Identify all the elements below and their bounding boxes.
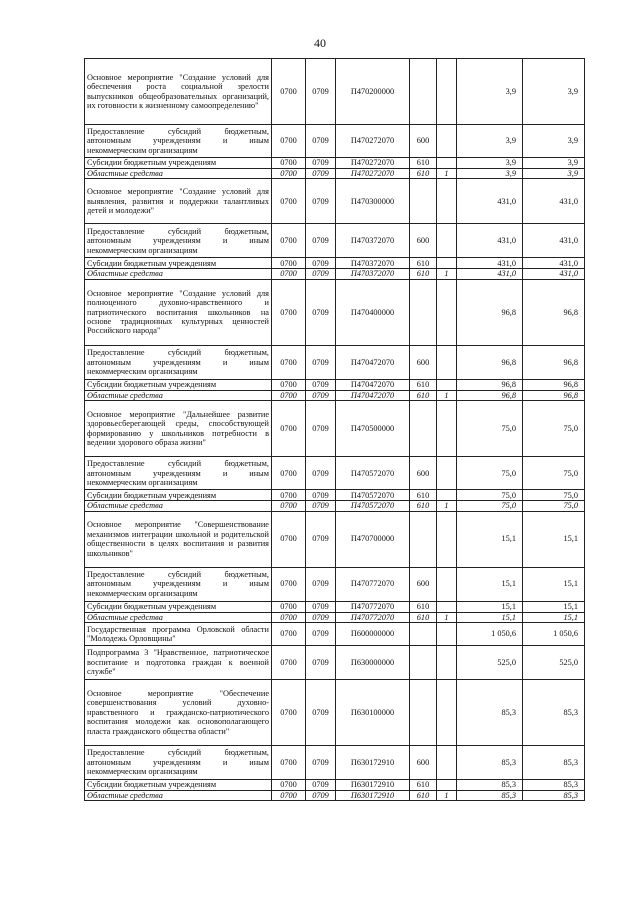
amount-total-cell: 15,1 [523,601,585,612]
section-code-cell: 0700 [272,345,306,379]
subsection-code-cell: 0709 [306,158,336,169]
expense-type-cell: 610 [410,390,437,400]
expense-type-cell: 610 [410,379,437,390]
row-name-cell: Предоставление субсидий бюджетным, автономным учреждениям и иным некоммерческим организациям [85,125,272,158]
subsection-code-cell: 0709 [306,390,336,400]
funding-source-cell [437,345,457,379]
amount-cell: 85,3 [457,791,523,801]
subsection-code-cell: 0709 [306,490,336,501]
amount-cell: 75,0 [457,457,523,490]
section-code-cell: 0700 [272,390,306,400]
amount-cell: 431,0 [457,224,523,258]
row-name-cell: Областные средства [85,169,272,179]
row-name-cell: Предоставление субсидий бюджетным, автономным учреждениям и иным некоммерческим организациям [85,746,272,780]
subsection-code-cell: 0709 [306,601,336,612]
funding-source-cell [437,224,457,258]
subsection-code-cell: 0709 [306,623,336,646]
section-code-cell: 0700 [272,158,306,169]
subsection-code-cell: 0709 [306,125,336,158]
row-name-cell: Основное мероприятие "Создание условий для выявления, развития и поддержки талантливых детей и молодежи" [85,179,272,224]
table-row [85,490,585,501]
expense-type-cell: 610 [410,258,437,269]
table-row [85,680,585,746]
table-body [85,59,585,801]
table-row [85,379,585,390]
subsection-code-cell: 0709 [306,791,336,801]
section-code-cell: 0700 [272,511,306,567]
amount-cell: 85,3 [457,746,523,780]
funding-source-cell [437,746,457,780]
subsection-code-cell: 0709 [306,279,336,345]
row-name-cell: Предоставление субсидий бюджетным, автономным учреждениям и иным некоммерческим организациям [85,567,272,601]
amount-cell: 3,9 [457,158,523,169]
funding-source-cell [437,646,457,680]
amount-total-cell: 1 050,6 [523,623,585,646]
amount-total-cell: 3,9 [523,158,585,169]
target-article-cell: П600000000 [336,623,410,646]
amount-total-cell: 96,8 [523,390,585,400]
row-name-cell: Основное мероприятие "Совершенствование механизмов интеграции школьной и родительской общественности в целях воспитания и развития школьников" [85,511,272,567]
target-article-cell: П470772070 [336,601,410,612]
amount-cell: 15,1 [457,511,523,567]
target-article-cell: П470272070 [336,158,410,169]
amount-total-cell: 431,0 [523,269,585,279]
section-code-cell: 0700 [272,501,306,511]
funding-source-cell: 1 [437,791,457,801]
amount-total-cell: 15,1 [523,511,585,567]
target-article-cell: П630000000 [336,646,410,680]
row-name-cell: Предоставление субсидий бюджетным, автономным учреждениям и иным некоммерческим организациям [85,224,272,258]
section-code-cell: 0700 [272,401,306,457]
row-name-cell: Основное мероприятие "Создание условий для полноценного духовно-нравственного и патриотического воспитания школьников на основе традиционных культурных ценностей Российского народа" [85,279,272,345]
section-code-cell: 0700 [272,179,306,224]
target-article-cell: П470772070 [336,612,410,622]
section-code-cell: 0700 [272,567,306,601]
amount-cell: 96,8 [457,279,523,345]
amount-cell: 75,0 [457,490,523,501]
amount-cell: 85,3 [457,680,523,746]
funding-source-cell [437,511,457,567]
target-article-cell: П470372070 [336,269,410,279]
row-name-cell: Предоставление субсидий бюджетным, автономным учреждениям и иным некоммерческим организациям [85,345,272,379]
row-name-cell: Областные средства [85,791,272,801]
section-code-cell: 0700 [272,780,306,791]
row-name-cell: Субсидии бюджетным учреждениям [85,490,272,501]
expense-type-cell: 600 [410,345,437,379]
amount-total-cell: 75,0 [523,457,585,490]
expense-type-cell: 600 [410,746,437,780]
expense-type-cell: 610 [410,791,437,801]
funding-source-cell [437,623,457,646]
subsection-code-cell: 0709 [306,401,336,457]
target-article-cell: П470572070 [336,501,410,511]
amount-total-cell: 3,9 [523,169,585,179]
expense-type-cell: 610 [410,612,437,622]
table-row [85,501,585,511]
funding-source-cell: 1 [437,169,457,179]
amount-cell: 96,8 [457,379,523,390]
funding-source-cell: 1 [437,612,457,622]
table-row [85,258,585,269]
amount-total-cell: 431,0 [523,258,585,269]
section-code-cell: 0700 [272,59,306,125]
section-code-cell: 0700 [272,279,306,345]
table-row [85,125,585,158]
subsection-code-cell: 0709 [306,345,336,379]
funding-source-cell [437,567,457,601]
subsection-code-cell: 0709 [306,224,336,258]
expense-type-cell [410,511,437,567]
subsection-code-cell: 0709 [306,612,336,622]
section-code-cell: 0700 [272,680,306,746]
table-row [85,224,585,258]
table-row [85,158,585,169]
subsection-code-cell: 0709 [306,169,336,179]
section-code-cell: 0700 [272,623,306,646]
table-row [85,457,585,490]
amount-total-cell: 431,0 [523,179,585,224]
amount-total-cell: 96,8 [523,345,585,379]
subsection-code-cell: 0709 [306,379,336,390]
table-row [85,390,585,400]
expense-type-cell: 610 [410,780,437,791]
budget-table [84,58,585,801]
funding-source-cell [437,179,457,224]
funding-source-cell [437,601,457,612]
row-name-cell: Субсидии бюджетным учреждениям [85,379,272,390]
target-article-cell: П470272070 [336,125,410,158]
section-code-cell: 0700 [272,601,306,612]
amount-cell: 96,8 [457,345,523,379]
expense-type-cell: 600 [410,567,437,601]
expense-type-cell: 600 [410,224,437,258]
target-article-cell: П470372070 [336,224,410,258]
target-article-cell: П470472070 [336,379,410,390]
subsection-code-cell: 0709 [306,258,336,269]
amount-total-cell: 525,0 [523,646,585,680]
amount-cell: 1 050,6 [457,623,523,646]
amount-cell: 15,1 [457,601,523,612]
funding-source-cell [437,680,457,746]
amount-cell: 75,0 [457,501,523,511]
table-row [85,169,585,179]
amount-total-cell: 3,9 [523,59,585,125]
amount-total-cell: 75,0 [523,501,585,511]
amount-total-cell: 3,9 [523,125,585,158]
subsection-code-cell: 0709 [306,59,336,125]
row-name-cell: Предоставление субсидий бюджетным, автономным учреждениям и иным некоммерческим организациям [85,457,272,490]
table-row [85,567,585,601]
table-row [85,780,585,791]
amount-total-cell: 85,3 [523,680,585,746]
table-row [85,791,585,801]
expense-type-cell [410,646,437,680]
expense-type-cell: 610 [410,158,437,169]
amount-total-cell: 85,3 [523,780,585,791]
subsection-code-cell: 0709 [306,511,336,567]
section-code-cell: 0700 [272,224,306,258]
amount-total-cell: 75,0 [523,401,585,457]
table-row [85,601,585,612]
table-row [85,746,585,780]
table-row [85,612,585,622]
expense-type-cell: 610 [410,169,437,179]
target-article-cell: П630172910 [336,746,410,780]
expense-type-cell: 610 [410,601,437,612]
funding-source-cell [437,59,457,125]
amount-total-cell: 15,1 [523,567,585,601]
section-code-cell: 0700 [272,269,306,279]
target-article-cell: П470272070 [336,169,410,179]
table-row [85,59,585,125]
amount-cell: 3,9 [457,125,523,158]
funding-source-cell [437,490,457,501]
subsection-code-cell: 0709 [306,457,336,490]
row-name-cell: Областные средства [85,612,272,622]
amount-cell: 15,1 [457,567,523,601]
expense-type-cell: 600 [410,457,437,490]
expense-type-cell [410,279,437,345]
funding-source-cell [437,401,457,457]
amount-total-cell: 96,8 [523,379,585,390]
row-name-cell: Областные средства [85,390,272,400]
amount-cell: 15,1 [457,612,523,622]
expense-type-cell: 610 [410,490,437,501]
funding-source-cell [437,457,457,490]
row-name-cell: Подпрограмма 3 "Нравственное, патриотическое воспитание и подготовка граждан к военной службе" [85,646,272,680]
funding-source-cell: 1 [437,501,457,511]
table-row [85,179,585,224]
amount-cell: 85,3 [457,780,523,791]
target-article-cell: П470700000 [336,511,410,567]
section-code-cell: 0700 [272,169,306,179]
row-name-cell: Субсидии бюджетным учреждениям [85,780,272,791]
amount-cell: 3,9 [457,59,523,125]
amount-cell: 431,0 [457,179,523,224]
amount-total-cell: 15,1 [523,612,585,622]
target-article-cell: П470300000 [336,179,410,224]
expense-type-cell [410,179,437,224]
row-name-cell: Основное мероприятие "Обеспечение совершенствования условий духовно-нравственного и гражданско-патриотического воспитания молодежи как основополагающего пласта гражданского общества области" [85,680,272,746]
table-row [85,279,585,345]
subsection-code-cell: 0709 [306,567,336,601]
table-row [85,646,585,680]
target-article-cell: П470400000 [336,279,410,345]
funding-source-cell [437,780,457,791]
amount-cell: 96,8 [457,390,523,400]
section-code-cell: 0700 [272,791,306,801]
page-number: 40 [314,36,326,50]
table-row [85,511,585,567]
expense-type-cell: 610 [410,269,437,279]
subsection-code-cell: 0709 [306,179,336,224]
table-row [85,269,585,279]
target-article-cell: П470472070 [336,390,410,400]
funding-source-cell [437,279,457,345]
table-row [85,623,585,646]
amount-total-cell: 75,0 [523,490,585,501]
section-code-cell: 0700 [272,125,306,158]
subsection-code-cell: 0709 [306,269,336,279]
section-code-cell: 0700 [272,457,306,490]
expense-type-cell [410,623,437,646]
funding-source-cell [437,258,457,269]
expense-type-cell: 610 [410,501,437,511]
target-article-cell: П470200000 [336,59,410,125]
funding-source-cell [437,379,457,390]
row-name-cell: Государственная программа Орловской области "Молодежь Орловщины" [85,623,272,646]
expense-type-cell [410,401,437,457]
expense-type-cell [410,680,437,746]
amount-total-cell: 96,8 [523,279,585,345]
funding-source-cell: 1 [437,390,457,400]
table-row [85,345,585,379]
row-name-cell: Областные средства [85,501,272,511]
section-code-cell: 0700 [272,612,306,622]
target-article-cell: П470572070 [336,490,410,501]
subsection-code-cell: 0709 [306,780,336,791]
subsection-code-cell: 0709 [306,680,336,746]
row-name-cell: Субсидии бюджетным учреждениям [85,601,272,612]
row-name-cell: Основное мероприятие "Дальнейшее развитие здоровьесберегающей среды, способствующей формированию у школьников потребности в ведении здорового образа жизни" [85,401,272,457]
amount-cell: 75,0 [457,401,523,457]
funding-source-cell [437,158,457,169]
target-article-cell: П470772070 [336,567,410,601]
expense-type-cell: 600 [410,125,437,158]
row-name-cell: Субсидии бюджетным учреждениям [85,258,272,269]
row-name-cell: Областные средства [85,269,272,279]
subsection-code-cell: 0709 [306,501,336,511]
table-row [85,401,585,457]
row-name-cell: Основное мероприятие "Создание условий для обеспечения роста социальной зрелости выпускников общеобразовательных организаций, их готовности к жизненному самоопределению" [85,59,272,125]
amount-cell: 431,0 [457,258,523,269]
funding-source-cell: 1 [437,269,457,279]
section-code-cell: 0700 [272,646,306,680]
amount-cell: 3,9 [457,169,523,179]
target-article-cell: П630172910 [336,780,410,791]
target-article-cell: П630100000 [336,680,410,746]
amount-cell: 431,0 [457,269,523,279]
target-article-cell: П470372070 [336,258,410,269]
row-name-cell: Субсидии бюджетным учреждениям [85,158,272,169]
section-code-cell: 0700 [272,379,306,390]
section-code-cell: 0700 [272,490,306,501]
amount-cell: 525,0 [457,646,523,680]
subsection-code-cell: 0709 [306,746,336,780]
amount-total-cell: 85,3 [523,791,585,801]
section-code-cell: 0700 [272,258,306,269]
funding-source-cell [437,125,457,158]
expense-type-cell [410,59,437,125]
target-article-cell: П470500000 [336,401,410,457]
target-article-cell: П630172910 [336,791,410,801]
amount-total-cell: 431,0 [523,224,585,258]
target-article-cell: П470472070 [336,345,410,379]
subsection-code-cell: 0709 [306,646,336,680]
target-article-cell: П470572070 [336,457,410,490]
amount-total-cell: 85,3 [523,746,585,780]
section-code-cell: 0700 [272,746,306,780]
